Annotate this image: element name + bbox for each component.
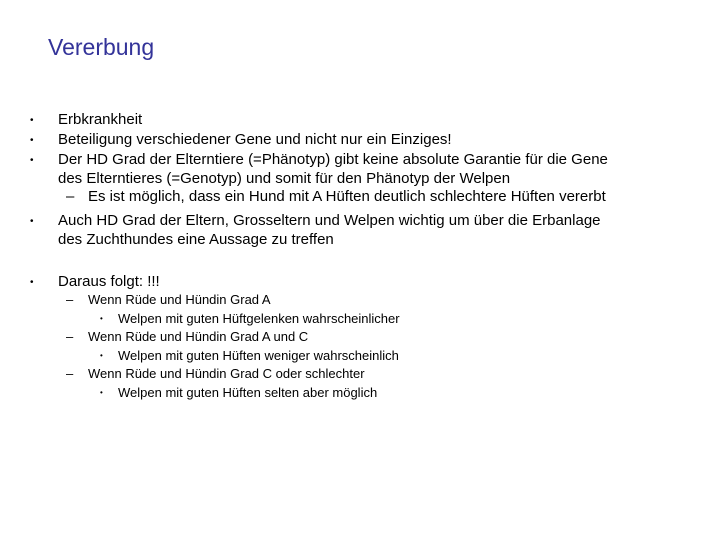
dash-icon: –	[66, 292, 74, 307]
case-grad-a: Wenn Rüde und Hündin Grad A	[88, 292, 271, 307]
dash-icon: –	[66, 329, 74, 344]
point-auch-hd-line2: des Zuchthundes eine Aussage zu treffen	[58, 231, 334, 248]
point-hd-grad-line1: Der HD Grad der Elterntiere (=Phänotyp) gibt keine absolute Garantie für die Gene	[58, 151, 608, 168]
case-grad-a-und-c-result: Welpen mit guten Hüften weniger wahrscheinlich	[118, 348, 399, 363]
point-hd-grad-line2: des Elterntieres (=Genotyp) und somit für den Phänotyp der Welpen	[58, 170, 511, 187]
bullet-icon: •	[30, 135, 34, 146]
case-grad-c-result: Welpen mit guten Hüften selten aber möglich	[118, 385, 378, 400]
point-erbkrankheit: Erbkrankheit	[58, 111, 143, 128]
point-beteiligung: Beteiligung verschiedener Gene und nicht nur ein Einziges!	[58, 131, 452, 148]
bullet-icon: •	[30, 115, 34, 126]
point-auch-hd-line1: Auch HD Grad der Eltern, Grosseltern und Welpen wichtig um über die Erbanlage	[58, 212, 601, 229]
dash-icon: –	[66, 188, 75, 205]
bullet-icon: •	[30, 277, 34, 288]
small-bullet-icon: •	[100, 314, 103, 323]
dash-icon: –	[66, 366, 74, 381]
small-bullet-icon: •	[100, 351, 103, 360]
point-daraus-folgt: Daraus folgt: !!!	[58, 273, 160, 290]
point-moeglich: Es ist möglich, dass ein Hund mit A Hüften deutlich schlechtere Hüften vererbt	[88, 188, 606, 205]
case-grad-a-und-c: Wenn Rüde und Hündin Grad A und C	[88, 329, 309, 344]
case-grad-c: Wenn Rüde und Hündin Grad C oder schlechter	[88, 366, 365, 381]
slide-title: Vererbung	[48, 34, 155, 60]
case-grad-a-result: Welpen mit guten Hüftgelenken wahrscheinlicher	[118, 311, 400, 326]
bullet-icon: •	[30, 155, 34, 166]
small-bullet-icon: •	[100, 388, 103, 397]
bullet-icon: •	[30, 216, 34, 227]
